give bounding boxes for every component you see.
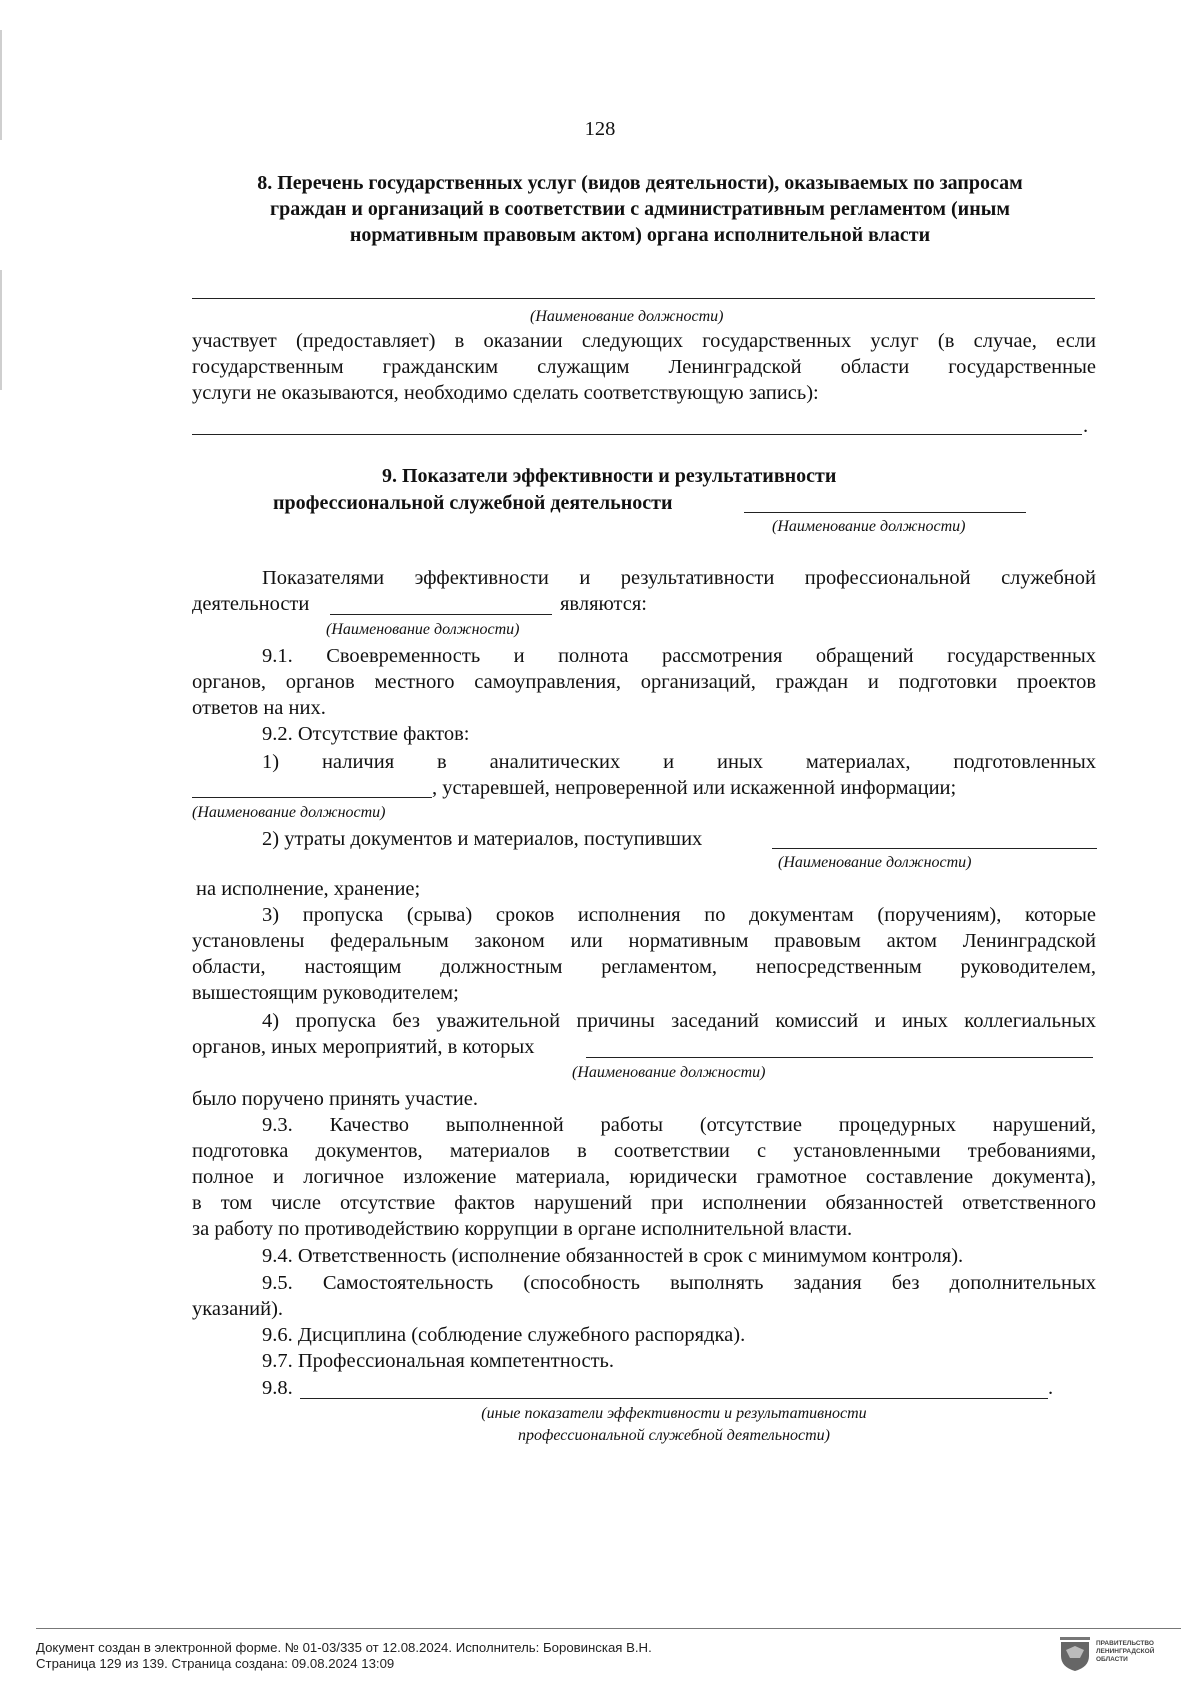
p92-1-blank-line [192, 797, 432, 798]
p92-3-line: установлены федеральным законом или нормативным правовым актом Ленинградской [192, 930, 1096, 952]
p91-line: 9.1. Своевременность и полнота рассмотрения обращений государственных [262, 645, 1096, 667]
services-blank-line [192, 434, 1082, 435]
section9-title-line2: профессиональной служебной деятельности [273, 492, 673, 514]
paragraph-line: участвует (предоставляет) в оказании следующих государственных услуг (в случае, если [192, 330, 1096, 352]
position-blank-line [192, 298, 1095, 299]
scan-edge-mark [0, 270, 2, 390]
p92-3-line: области, настоящим должностным регламентом, непосредственным руководителем, [192, 956, 1096, 978]
section8-title-line: граждан и организаций в соответствии с административным регламентом (иным [270, 198, 1010, 220]
government-logo [1058, 1634, 1188, 1676]
p91-line: ответов на них. [192, 697, 326, 719]
intro-line2-b: являются: [560, 593, 647, 615]
section8-title-line: 8. Перечень государственных услуг (видов деятельности), оказываемых по запросам [257, 172, 1023, 194]
p92-2-caption: (Наименование должности) [778, 854, 972, 871]
p98-dot: . [1048, 1377, 1054, 1399]
section9-title-caption: (Наименование должности) [772, 518, 966, 535]
p92-2-blank-line [772, 848, 1097, 849]
position-caption: (Наименование должности) [530, 308, 724, 325]
logo-text-line: ПРАВИТЕЛЬСТВО [1096, 1640, 1154, 1647]
p92-1-line1: 1) наличия в аналитических и иных материалах, подготовленных [262, 751, 1096, 773]
section8-title-line: нормативным правовым актом) органа исполнительной власти [349, 224, 931, 246]
section9-title-line1: 9. Показатели эффективности и результативности [382, 465, 837, 487]
p93-line: полное и логичное изложение материала, юридически грамотное составление документа), [192, 1166, 1096, 1188]
p92-3-line: 3) пропуска (срыва) сроков исполнения по документам (поручениям), которые [262, 904, 1096, 926]
logo-text-line: ЛЕНИНГРАДСКОЙ [1096, 1648, 1155, 1655]
p93-line: подготовка документов, материалов в соответствии с установленными требованиями, [192, 1140, 1096, 1162]
footer-divider [36, 1628, 1181, 1629]
paragraph-line: государственным гражданским служащим Ленинградской области государственные [192, 356, 1096, 378]
p92-4-caption: (Наименование должности) [572, 1064, 766, 1081]
footer-line1: Документ создан в электронной форме. № 01-03/335 от 12.08.2024. Исполнитель: Боровинская В.Н. [36, 1640, 652, 1655]
page-number: 128 [584, 118, 616, 140]
p93-line: в том числе отсутствие фактов нарушений при исполнении обязанностей ответственного [192, 1192, 1096, 1214]
p98-caption-line2: профессиональной служебной деятельности) [518, 1427, 830, 1444]
p92-2-line2: на исполнение, хранение; [196, 878, 421, 900]
logo-text-line: ОБЛАСТИ [1096, 1656, 1128, 1663]
p96: 9.6. Дисциплина (соблюдение служебного распорядка). [262, 1324, 746, 1346]
p93-line: за работу по противодействию коррупции в органе исполнительной власти. [192, 1218, 853, 1240]
p93-line: 9.3. Качество выполненной работы (отсутствие процедурных нарушений, [262, 1114, 1096, 1136]
intro-line1: Показателями эффективности и результативности профессиональной служебной [262, 567, 1096, 589]
p92-3-line: вышестоящим руководителем; [192, 982, 459, 1004]
p92-4-line2: органов, иных мероприятий, в которых [192, 1036, 535, 1058]
p92-2-line1: 2) утраты документов и материалов, поступивших [262, 828, 703, 850]
footer-line2: Страница 129 из 139. Страница создана: 09.08.2024 13:09 [36, 1656, 395, 1671]
end-dot: . [1083, 415, 1089, 437]
section9-title-blank [744, 512, 1026, 513]
section8-title [180, 170, 1100, 248]
p92-1-caption: (Наименование должности) [192, 804, 386, 821]
p92-4-line3: было поручено принять участие. [192, 1088, 478, 1110]
p98-blank-line [300, 1398, 1048, 1399]
p92-4-line1: 4) пропуска без уважительной причины заседаний комиссий и иных коллегиальных [262, 1010, 1096, 1032]
section8-paragraph [192, 328, 1096, 406]
intro-line2-a: деятельности [192, 593, 310, 615]
p92-1-line2: , устаревшей, непроверенной или искаженной информации; [432, 777, 957, 799]
p94: 9.4. Ответственность (исполнение обязанностей в срок с минимумом контроля). [262, 1245, 964, 1267]
intro-caption: (Наименование должности) [326, 621, 520, 638]
p95-line: указаний). [192, 1298, 284, 1320]
paragraph-line: услуги не оказываются, необходимо сделать соответствующую запись): [192, 382, 819, 404]
p91-line: органов, органов местного самоуправления, организаций, граждан и подготовки проектов [192, 671, 1096, 693]
p92-4-blank-line [586, 1057, 1093, 1058]
p97: 9.7. Профессиональная компетентность. [262, 1350, 615, 1372]
p92-heading: 9.2. Отсутствие фактов: [262, 723, 470, 745]
p98-caption-line1: (иные показатели эффективности и результативности [481, 1405, 867, 1422]
intro-blank-line [330, 614, 552, 615]
p95-line: 9.5. Самостоятельность (способность выполнять задания без дополнительных [262, 1272, 1096, 1294]
p98-label: 9.8. [262, 1377, 293, 1399]
coat-of-arms-icon [1058, 1636, 1092, 1672]
